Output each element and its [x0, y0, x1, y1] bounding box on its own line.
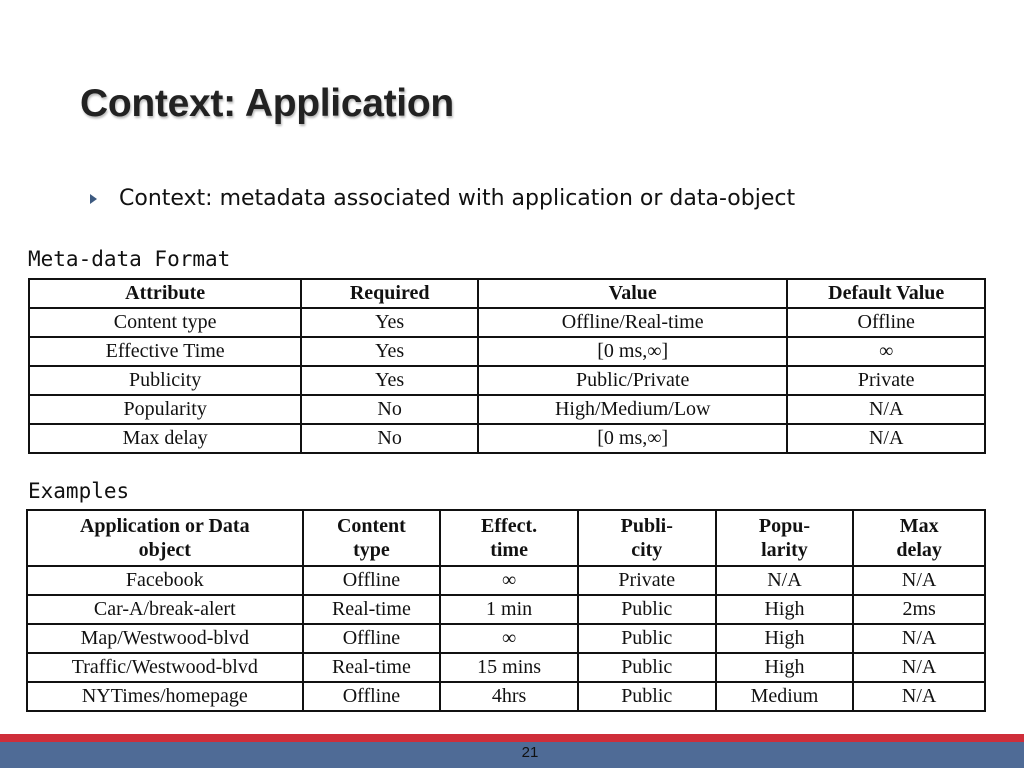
table-cell: Private — [578, 566, 716, 595]
triangle-right-icon — [90, 194, 97, 204]
table-row — [27, 595, 985, 624]
examples-table — [26, 509, 986, 712]
table-cell: No — [301, 395, 478, 424]
table-cell: High — [716, 624, 854, 653]
table-cell: N/A — [853, 566, 985, 595]
table-cell: ∞ — [440, 624, 578, 653]
table-cell: Car-A/break-alert — [27, 595, 303, 624]
footer-red-stripe — [0, 734, 1024, 742]
column-header: Application or Data object — [27, 510, 303, 566]
table-cell: N/A — [853, 653, 985, 682]
bullet-item — [90, 186, 795, 211]
page-number: 21 — [521, 744, 539, 761]
table-cell: Public/Private — [478, 366, 787, 395]
table-row — [27, 566, 985, 595]
table-cell: 2ms — [853, 595, 985, 624]
table-cell: Publicity — [29, 366, 301, 395]
table-cell: [0 ms,∞] — [478, 337, 787, 366]
table-cell: 4hrs — [440, 682, 578, 711]
table-cell: [0 ms,∞] — [478, 424, 787, 453]
table-cell: Traffic/Westwood-blvd — [27, 653, 303, 682]
table-row — [27, 653, 985, 682]
table-cell: Popularity — [29, 395, 301, 424]
examples-label: Examples — [28, 479, 130, 503]
table-cell: NYTimes/homepage — [27, 682, 303, 711]
table-row — [29, 424, 985, 453]
metadata-format-table — [28, 278, 986, 454]
table-cell: Private — [787, 366, 985, 395]
table-cell: Offline — [303, 624, 441, 653]
table-cell: Public — [578, 624, 716, 653]
table-header-row — [27, 510, 985, 566]
table-cell: Facebook — [27, 566, 303, 595]
table-cell: Public — [578, 595, 716, 624]
table-cell: N/A — [853, 682, 985, 711]
column-header: Effect. time — [440, 510, 578, 566]
bullet-text: Context: metadata associated with application or data-object — [119, 186, 796, 211]
table-cell: Content type — [29, 308, 301, 337]
column-header: Max delay — [853, 510, 985, 566]
table-cell: 15 mins — [440, 653, 578, 682]
table-cell: Public — [578, 682, 716, 711]
table-cell: Real-time — [303, 595, 441, 624]
table-cell: No — [301, 424, 478, 453]
table-cell: Yes — [301, 366, 478, 395]
table-cell: High — [716, 595, 854, 624]
table-cell: Real-time — [303, 653, 441, 682]
table-cell: Offline — [303, 566, 441, 595]
table-cell: Yes — [301, 308, 478, 337]
column-header: Popu- larity — [716, 510, 854, 566]
table-cell: N/A — [787, 424, 985, 453]
table-cell: Max delay — [29, 424, 301, 453]
slide-title: Context: Application — [80, 82, 454, 125]
table-cell: Offline — [303, 682, 441, 711]
table-cell: Medium — [716, 682, 854, 711]
table-cell: High — [716, 653, 854, 682]
table-cell: Effective Time — [29, 337, 301, 366]
table-cell: Public — [578, 653, 716, 682]
table-cell: ∞ — [440, 566, 578, 595]
column-header: Required — [301, 279, 478, 308]
table-row — [29, 308, 985, 337]
column-header: Default Value — [787, 279, 985, 308]
table-row — [29, 395, 985, 424]
table-row — [29, 366, 985, 395]
table-cell: Offline — [787, 308, 985, 337]
column-header: Content type — [303, 510, 441, 566]
column-header: Value — [478, 279, 787, 308]
table-row — [27, 682, 985, 711]
table-cell: Yes — [301, 337, 478, 366]
table-cell: Offline/Real-time — [478, 308, 787, 337]
table-cell: ∞ — [787, 337, 985, 366]
metadata-format-label: Meta-data Format — [28, 247, 231, 271]
column-header: Publi- city — [578, 510, 716, 566]
table-cell: N/A — [853, 624, 985, 653]
table-row — [27, 624, 985, 653]
table-cell: N/A — [787, 395, 985, 424]
table-header-row — [29, 279, 985, 308]
column-header: Attribute — [29, 279, 301, 308]
table-cell: High/Medium/Low — [478, 395, 787, 424]
table-cell: N/A — [716, 566, 854, 595]
table-cell: Map/Westwood-blvd — [27, 624, 303, 653]
table-cell: 1 min — [440, 595, 578, 624]
table-row — [29, 337, 985, 366]
